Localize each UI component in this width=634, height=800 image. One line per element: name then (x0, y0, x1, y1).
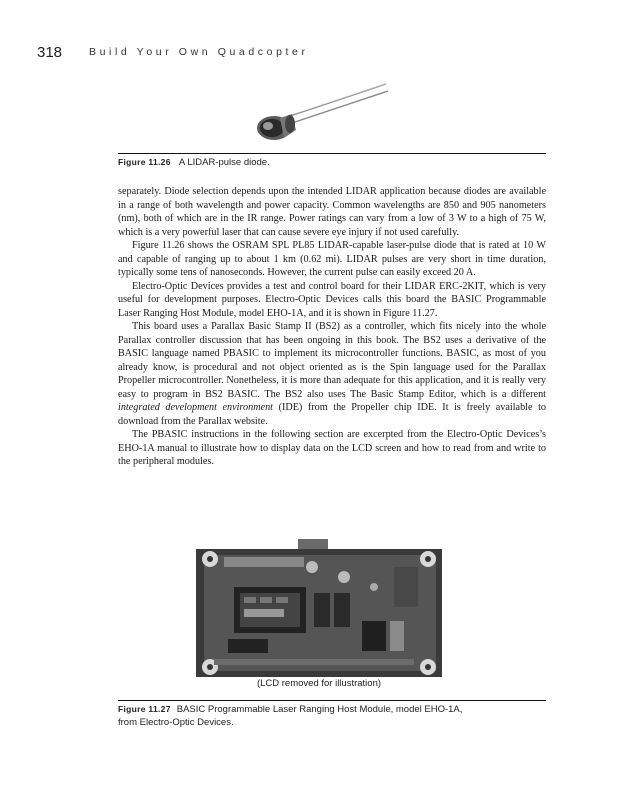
paragraph-text: This board uses a Parallax Basic Stamp II (BS2) as a controller, which fits nicely into the whole Parallax controller discussion that has been ongoing in this book. The BS2 uses a derivative of the BASIC language named PBASIC to implement its microcontroller functions. BASIC, as most of you already know, is procedural and not object oriented as is the Spin language used for the Parallax Propeller microcontroller. Nonetheless, it is more than adequate for this application, and it is really very easy to program in BS2 BASIC. The BS2 also uses The Basic Stamp Editor, which is a different (118, 321, 546, 400)
paragraph: Electro-Optic Devices provides a test and control board for their LIDAR ERC-2KIT, which is very useful for development purposes. Electro-Optic Devices calls this board the BASIC Programmable Laser Ranging Host Module, model EHO-1A, and it is shown in Figure 11.27. (118, 280, 546, 319)
figure-1-caption (118, 156, 546, 169)
figure-2-label: Figure 11.27 (118, 704, 171, 714)
figure-2-caption-line1: BASIC Programmable Laser Ranging Host Module, model EHO-1A, (176, 704, 463, 715)
figure-2-rule (118, 700, 546, 701)
paragraph: separately. Diode selection depends upon the intended LIDAR application because diodes are available in a range of both wavelength and power capacity. Common wavelengths are 850 and 905 nanometers (nm), both of which are in the IR range. Power ratings can vary from a low of 3 W to a high of 75 W, which is a very powerful laser that can cause severe eye injury if not used carefully. (118, 186, 546, 238)
book-title: Build Your Own Quadcopter (89, 46, 309, 58)
page-number: 318 (37, 44, 63, 61)
paragraph: The PBASIC instructions in the following section are excerpted from the Electro-Optic Devices’s EHO-1A manual to illustrate how to display data on the LCD screen and how to read from and write to the peripheral modules. (118, 429, 546, 467)
paragraph (118, 320, 546, 428)
figure-2-caption (118, 703, 546, 729)
body-text (118, 185, 546, 469)
emphasis-term: integrated development environment (118, 402, 274, 413)
figure-1-label: Figure 11.26 (118, 157, 171, 167)
running-header (37, 44, 597, 62)
figure-1-caption-text: A LIDAR-pulse diode. (178, 157, 270, 168)
figure-2-caption-line2: from Electro-Optic Devices. (118, 717, 234, 728)
paragraph: Figure 11.26 shows the OSRAM SPL PL85 LIDAR-capable laser-pulse diode that is rated at 10 W and capable of ranging up to about 1 km (0.62 mi). LIDAR pulses are very short in time duration, typically some tens of nanoseconds. However, the current pulse can easily exceed 20 A. (118, 240, 546, 278)
lidar-diode-photo (250, 78, 390, 150)
host-module-board-photo (194, 537, 444, 679)
paragraph-text: (IDE) from the Propeller chip IDE. It is freely available to download from the Parallax website. (118, 402, 546, 427)
figure-1-rule (118, 153, 546, 154)
figure-2-note: (LCD removed for illustration) (256, 678, 382, 689)
